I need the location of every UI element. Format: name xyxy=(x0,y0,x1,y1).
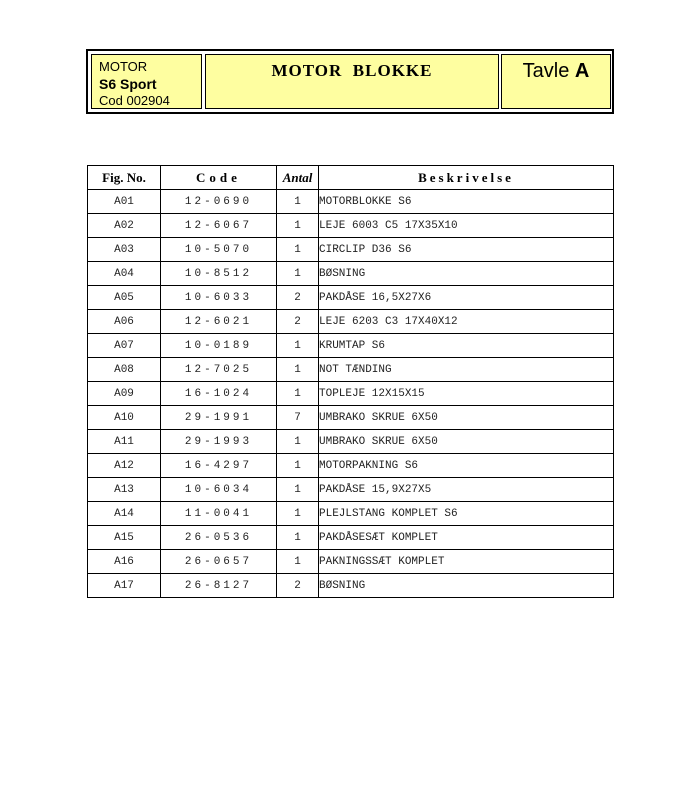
plate-box xyxy=(501,54,611,109)
part-code-cell: 10-6034 xyxy=(161,478,277,502)
table-row xyxy=(88,238,614,262)
fig-number-cell: A08 xyxy=(88,358,161,382)
quantity-cell: 7 xyxy=(277,406,319,430)
part-code-cell: 26-0657 xyxy=(161,550,277,574)
table-header-row xyxy=(88,166,614,190)
table-row xyxy=(88,454,614,478)
quantity-cell: 1 xyxy=(277,382,319,406)
table-row xyxy=(88,526,614,550)
table-row xyxy=(88,406,614,430)
column-header-description: Beskrivelse xyxy=(319,166,614,190)
plate-letter: A xyxy=(574,60,590,82)
title-block xyxy=(86,49,614,114)
table-row xyxy=(88,310,614,334)
quantity-cell: 1 xyxy=(277,262,319,286)
table-row xyxy=(88,262,614,286)
fig-number-cell: A09 xyxy=(88,382,161,406)
plate-label-text: Tavle xyxy=(522,60,575,82)
fig-number-cell: A02 xyxy=(88,214,161,238)
description-cell: BØSNING xyxy=(319,574,614,598)
description-cell: LEJE 6203 C3 17X40X12 xyxy=(319,310,614,334)
description-cell: UMBRAKO SKRUE 6X50 xyxy=(319,406,614,430)
fig-number-cell: A12 xyxy=(88,454,161,478)
description-cell: NOT TÆNDING xyxy=(319,358,614,382)
table-row xyxy=(88,382,614,406)
description-cell: UMBRAKO SKRUE 6X50 xyxy=(319,430,614,454)
part-code-cell: 10-8512 xyxy=(161,262,277,286)
part-code-cell: 26-0536 xyxy=(161,526,277,550)
column-header-fig: Fig. No. xyxy=(88,166,161,190)
table-row xyxy=(88,502,614,526)
column-header-antal: Antal xyxy=(277,166,319,190)
part-code-cell: 16-4297 xyxy=(161,454,277,478)
quantity-cell: 1 xyxy=(277,238,319,262)
description-cell: MOTORPAKNING S6 xyxy=(319,454,614,478)
quantity-cell: 2 xyxy=(277,310,319,334)
table-row xyxy=(88,430,614,454)
part-code-cell: 10-6033 xyxy=(161,286,277,310)
table-row xyxy=(88,478,614,502)
description-cell: PAKNINGSSÆT KOMPLET xyxy=(319,550,614,574)
description-cell: PAKDÅSESÆT KOMPLET xyxy=(319,526,614,550)
fig-number-cell: A06 xyxy=(88,310,161,334)
table-row xyxy=(88,334,614,358)
part-code-cell: 12-6021 xyxy=(161,310,277,334)
fig-number-cell: A15 xyxy=(88,526,161,550)
part-code-cell: 12-7025 xyxy=(161,358,277,382)
quantity-cell: 1 xyxy=(277,550,319,574)
table-row xyxy=(88,358,614,382)
quantity-cell: 1 xyxy=(277,454,319,478)
model-name: S6 Sport xyxy=(99,76,157,92)
part-code-cell: 10-5070 xyxy=(161,238,277,262)
fig-number-cell: A11 xyxy=(88,430,161,454)
part-code-cell: 12-6067 xyxy=(161,214,277,238)
fig-number-cell: A13 xyxy=(88,478,161,502)
quantity-cell: 2 xyxy=(277,574,319,598)
description-cell: LEJE 6003 C5 17X35X10 xyxy=(319,214,614,238)
fig-number-cell: A01 xyxy=(88,190,161,214)
table-row xyxy=(88,574,614,598)
table-row xyxy=(88,286,614,310)
quantity-cell: 1 xyxy=(277,214,319,238)
fig-number-cell: A17 xyxy=(88,574,161,598)
description-cell: BØSNING xyxy=(319,262,614,286)
model-code: Cod 002904 xyxy=(99,93,170,108)
quantity-cell: 2 xyxy=(277,286,319,310)
motor-label: MOTOR xyxy=(99,59,148,74)
quantity-cell: 1 xyxy=(277,478,319,502)
description-cell: PLEJLSTANG KOMPLET S6 xyxy=(319,502,614,526)
part-code-cell: 29-1993 xyxy=(161,430,277,454)
description-cell: MOTORBLOKKE S6 xyxy=(319,190,614,214)
model-info-box xyxy=(91,54,202,109)
fig-number-cell: A16 xyxy=(88,550,161,574)
fig-number-cell: A05 xyxy=(88,286,161,310)
part-code-cell: 29-1991 xyxy=(161,406,277,430)
description-cell: KRUMTAP S6 xyxy=(319,334,614,358)
fig-number-cell: A10 xyxy=(88,406,161,430)
quantity-cell: 1 xyxy=(277,358,319,382)
quantity-cell: 1 xyxy=(277,526,319,550)
description-cell: PAKDÅSE 16,5X27X6 xyxy=(319,286,614,310)
description-cell: TOPLEJE 12X15X15 xyxy=(319,382,614,406)
part-code-cell: 11-0041 xyxy=(161,502,277,526)
quantity-cell: 1 xyxy=(277,430,319,454)
parts-table-body xyxy=(88,190,614,598)
plate-label xyxy=(502,60,610,83)
fig-number-cell: A07 xyxy=(88,334,161,358)
title-box xyxy=(205,54,499,109)
quantity-cell: 1 xyxy=(277,190,319,214)
description-cell: PAKDÅSE 15,9X27X5 xyxy=(319,478,614,502)
fig-number-cell: A04 xyxy=(88,262,161,286)
part-code-cell: 16-1024 xyxy=(161,382,277,406)
table-row xyxy=(88,214,614,238)
part-code-cell: 26-8127 xyxy=(161,574,277,598)
quantity-cell: 1 xyxy=(277,334,319,358)
fig-number-cell: A14 xyxy=(88,502,161,526)
parts-table xyxy=(87,165,614,598)
quantity-cell: 1 xyxy=(277,502,319,526)
fig-number-cell: A03 xyxy=(88,238,161,262)
page-title: MOTOR BLOKKE xyxy=(271,61,433,80)
description-cell: CIRCLIP D36 S6 xyxy=(319,238,614,262)
table-row xyxy=(88,190,614,214)
table-row xyxy=(88,550,614,574)
column-header-code: Code xyxy=(161,166,277,190)
part-code-cell: 10-0189 xyxy=(161,334,277,358)
part-code-cell: 12-0690 xyxy=(161,190,277,214)
